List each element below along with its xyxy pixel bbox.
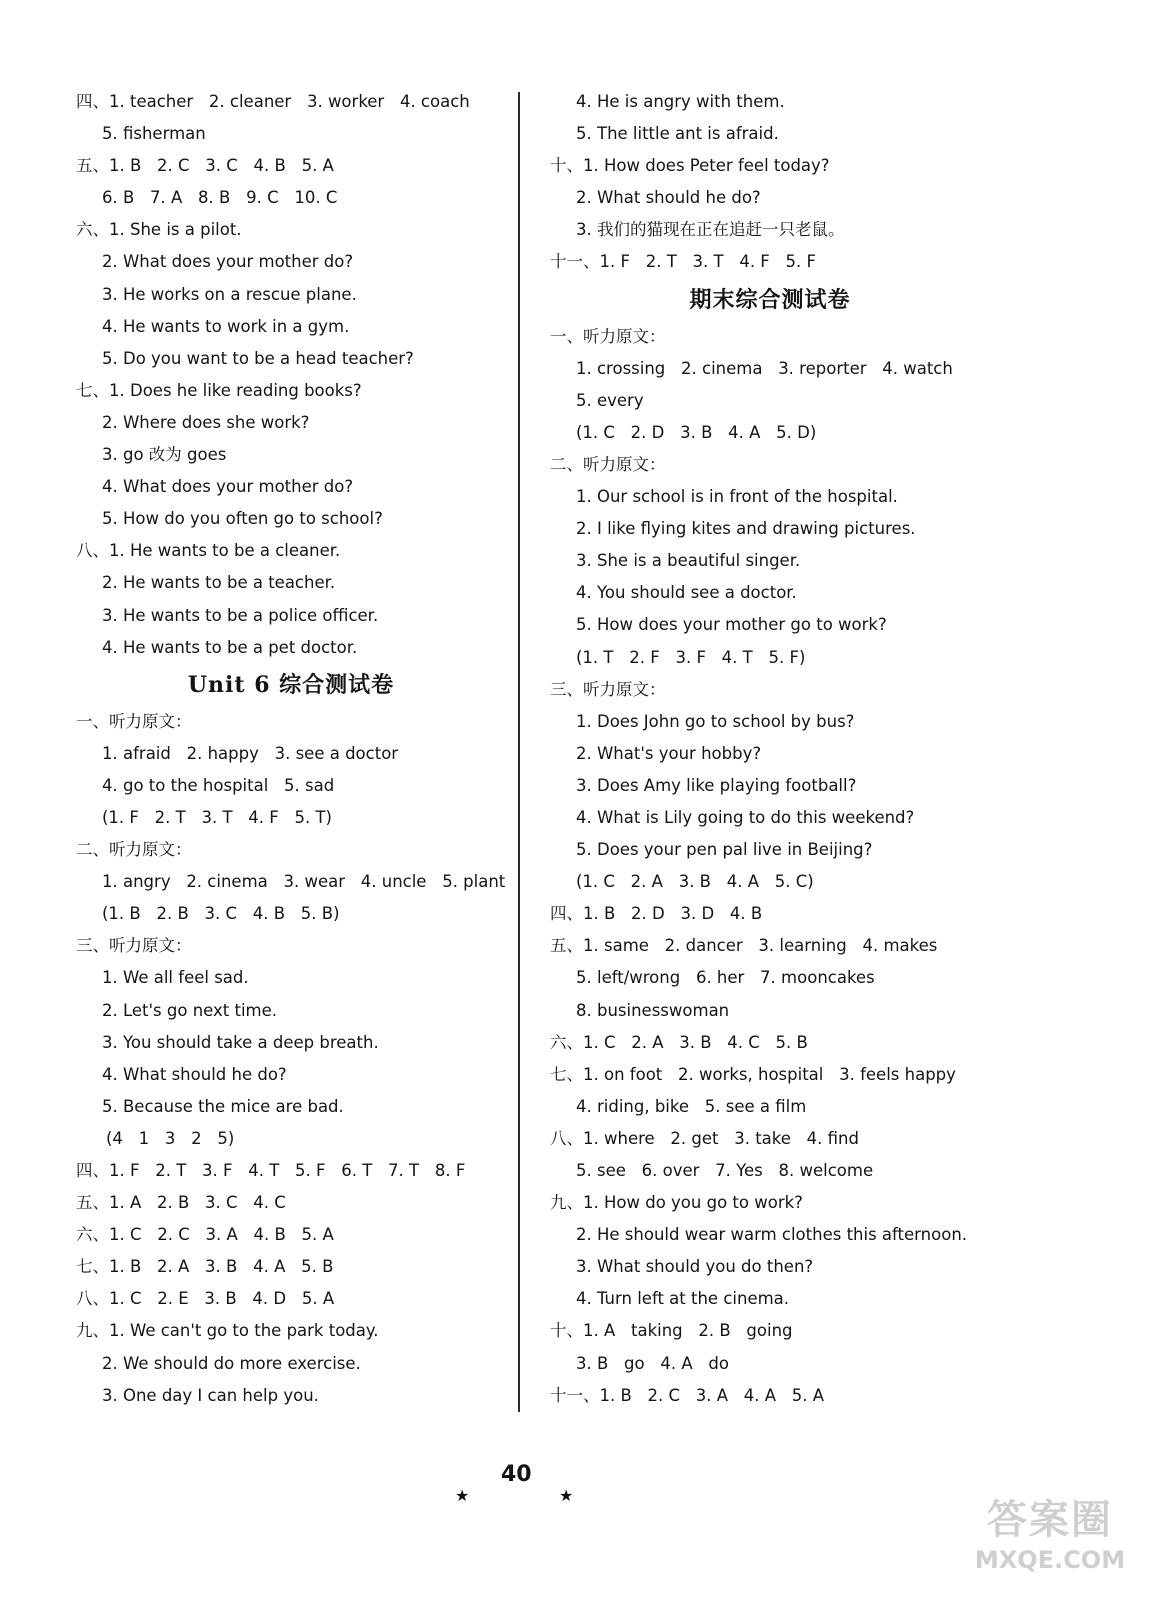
answer-line: 5. Do you want to be a head teacher? xyxy=(102,348,414,368)
answer-line: 十一、1. B 2. C 3. A 4. A 5. A xyxy=(550,1385,825,1405)
answer-line: 六、1. C 2. A 3. B 4. C 5. B xyxy=(550,1032,808,1052)
answer-line: 1. crossing 2. cinema 3. reporter 4. watch xyxy=(576,358,953,378)
left-column xyxy=(76,86,506,1412)
star-icon: ★ xyxy=(559,1486,574,1505)
answer-line: 4. What is Lily going to do this weekend? xyxy=(576,807,915,827)
section-heading: Unit 6 综合测试卷 xyxy=(187,671,395,698)
answer-line: 五、1. B 2. C 3. C 4. B 5. A xyxy=(76,156,334,176)
answer-line: 5. The little ant is afraid. xyxy=(576,124,779,144)
answer-line: 1. angry 2. cinema 3. wear 4. uncle 5. plant xyxy=(102,872,506,892)
answer-line: 五、1. same 2. dancer 3. learning 4. makes xyxy=(550,936,938,956)
answer-line: 1. We all feel sad. xyxy=(102,968,249,988)
answer-line: 4. You should see a doctor. xyxy=(576,583,797,603)
answer-line: 4. go to the hospital 5. sad xyxy=(102,775,335,795)
answer-line: 2. What should he do? xyxy=(576,188,761,208)
answer-line: 七、1. Does he like reading books? xyxy=(76,380,362,400)
answer-line: 4. He wants to work in a gym. xyxy=(102,316,350,336)
answer-line: 3. You should take a deep breath. xyxy=(102,1032,379,1052)
watermark-logo xyxy=(962,1496,1138,1592)
answer-line: 2. What does your mother do? xyxy=(102,252,354,272)
answer-line: 5. every xyxy=(576,390,644,410)
answer-line: 2. He wants to be a teacher. xyxy=(102,573,336,593)
answer-line: 1. Our school is in front of the hospital. xyxy=(576,487,898,507)
section-heading: 期末综合测试卷 xyxy=(689,286,851,313)
answer-line: 4. He is angry with them. xyxy=(576,92,785,111)
answer-line: 3. One day I can help you. xyxy=(102,1385,319,1405)
answer-line: 5. How does your mother go to work? xyxy=(576,615,887,635)
right-column xyxy=(550,86,990,1412)
answer-line: 4. What does your mother do? xyxy=(102,477,354,497)
answer-line: 5. left/wrong 6. her 7. mooncakes xyxy=(576,968,875,988)
answer-line: 九、1. How do you go to work? xyxy=(550,1193,803,1213)
answer-line: 5. Because the mice are bad. xyxy=(102,1096,344,1116)
answer-line: 1. Does John go to school by bus? xyxy=(576,711,855,731)
answer-line: (1. F 2. T 3. T 4. F 5. T) xyxy=(102,807,332,827)
answer-line: 十一、1. F 2. T 3. T 4. F 5. F xyxy=(550,252,817,272)
answer-line: 二、听力原文： xyxy=(550,454,666,474)
answer-line: (1. T 2. F 3. F 4. T 5. F) xyxy=(576,647,806,667)
answer-line: 四、1. F 2. T 3. F 4. T 5. F 6. T 7. T 8. F xyxy=(76,1161,466,1180)
answer-line: 4. He wants to be a pet doctor. xyxy=(102,637,358,657)
answer-line: 六、1. She is a pilot. xyxy=(76,220,242,240)
answer-line: 3. He wants to be a police officer. xyxy=(102,605,379,625)
answer-line: 七、1. B 2. A 3. B 4. A 5. B xyxy=(76,1257,334,1277)
answer-line: 2. What's your hobby? xyxy=(576,743,762,763)
answer-line: 3. B go 4. A do xyxy=(576,1353,729,1373)
answer-line: 5. How do you often go to school? xyxy=(102,509,383,529)
answer-line: 4. Turn left at the cinema. xyxy=(576,1289,790,1309)
answer-line: 3. Does Amy like playing football? xyxy=(576,775,857,795)
answer-line: 三、听力原文： xyxy=(550,679,666,699)
answer-line: 5. fisherman xyxy=(102,124,206,144)
answer-line: 2. Where does she work? xyxy=(102,412,310,432)
answer-line: (1. C 2. A 3. B 4. A 5. C) xyxy=(576,872,814,892)
answer-line: 2. We should do more exercise. xyxy=(102,1353,361,1373)
answer-line: 十、1. How does Peter feel today? xyxy=(550,156,830,176)
answer-line: 八、1. C 2. E 3. B 4. D 5. A xyxy=(76,1289,335,1309)
answer-line: 8. businesswoman xyxy=(576,1000,730,1020)
answer-line: 八、1. He wants to be a cleaner. xyxy=(76,541,341,561)
answer-line: 4. What should he do? xyxy=(102,1064,287,1084)
answer-line: 5. Does your pen pal live in Beijing? xyxy=(576,840,873,860)
answer-line: 三、听力原文： xyxy=(76,936,192,956)
answer-line: 3. He works on a rescue plane. xyxy=(102,284,357,304)
answer-line: 2. Let's go next time. xyxy=(102,1000,278,1020)
answer-line: 八、1. where 2. get 3. take 4. find xyxy=(550,1128,859,1148)
answer-line: 一、听力原文： xyxy=(76,711,192,731)
answer-line: 一、听力原文： xyxy=(550,326,666,346)
answer-line: (4 1 3 2 5) xyxy=(106,1128,235,1148)
answer-line: 十、1. A taking 2. B going xyxy=(550,1321,793,1341)
answer-line: 1. afraid 2. happy 3. see a doctor xyxy=(102,743,399,763)
answer-line: 4. riding, bike 5. see a film xyxy=(576,1096,807,1116)
answer-line: 二、听力原文： xyxy=(76,840,192,860)
answer-line: 2. I like flying kites and drawing pictures. xyxy=(576,519,916,539)
answer-line: 五、1. A 2. B 3. C 4. C xyxy=(76,1193,286,1213)
answer-line: 六、1. C 2. C 3. A 4. B 5. A xyxy=(76,1225,334,1245)
answer-line: 5. see 6. over 7. Yes 8. welcome xyxy=(576,1161,874,1180)
answer-line: 3. What should you do then? xyxy=(576,1257,814,1277)
answer-line: (1. C 2. D 3. B 4. A 5. D) xyxy=(576,422,817,442)
answer-line: 3. She is a beautiful singer. xyxy=(576,551,801,571)
answer-line: 七、1. on foot 2. works, hospital 3. feels happy xyxy=(550,1064,956,1084)
answer-line: 四、1. B 2. D 3. D 4. B xyxy=(550,904,763,924)
page-number: 40 xyxy=(501,1462,532,1487)
answer-line: 四、1. teacher 2. cleaner 3. worker 4. coach xyxy=(76,92,470,111)
star-icon: ★ xyxy=(455,1486,470,1505)
answer-line: 2. He should wear warm clothes this afternoon. xyxy=(576,1225,968,1245)
answer-line: 3. go 改为 goes xyxy=(102,445,227,465)
answer-line: (1. B 2. B 3. C 4. B 5. B) xyxy=(102,904,340,924)
column-divider xyxy=(518,92,520,1412)
answer-line: 九、1. We can't go to the park today. xyxy=(76,1321,379,1341)
watermark-text: 答案圈 xyxy=(987,1497,1113,1543)
answer-line: 3. 我们的猫现在正在追赶一只老鼠。 xyxy=(576,220,845,240)
answer-line: 6. B 7. A 8. B 9. C 10. C xyxy=(102,188,338,208)
watermark-url: MXQE.COM xyxy=(974,1546,1126,1574)
